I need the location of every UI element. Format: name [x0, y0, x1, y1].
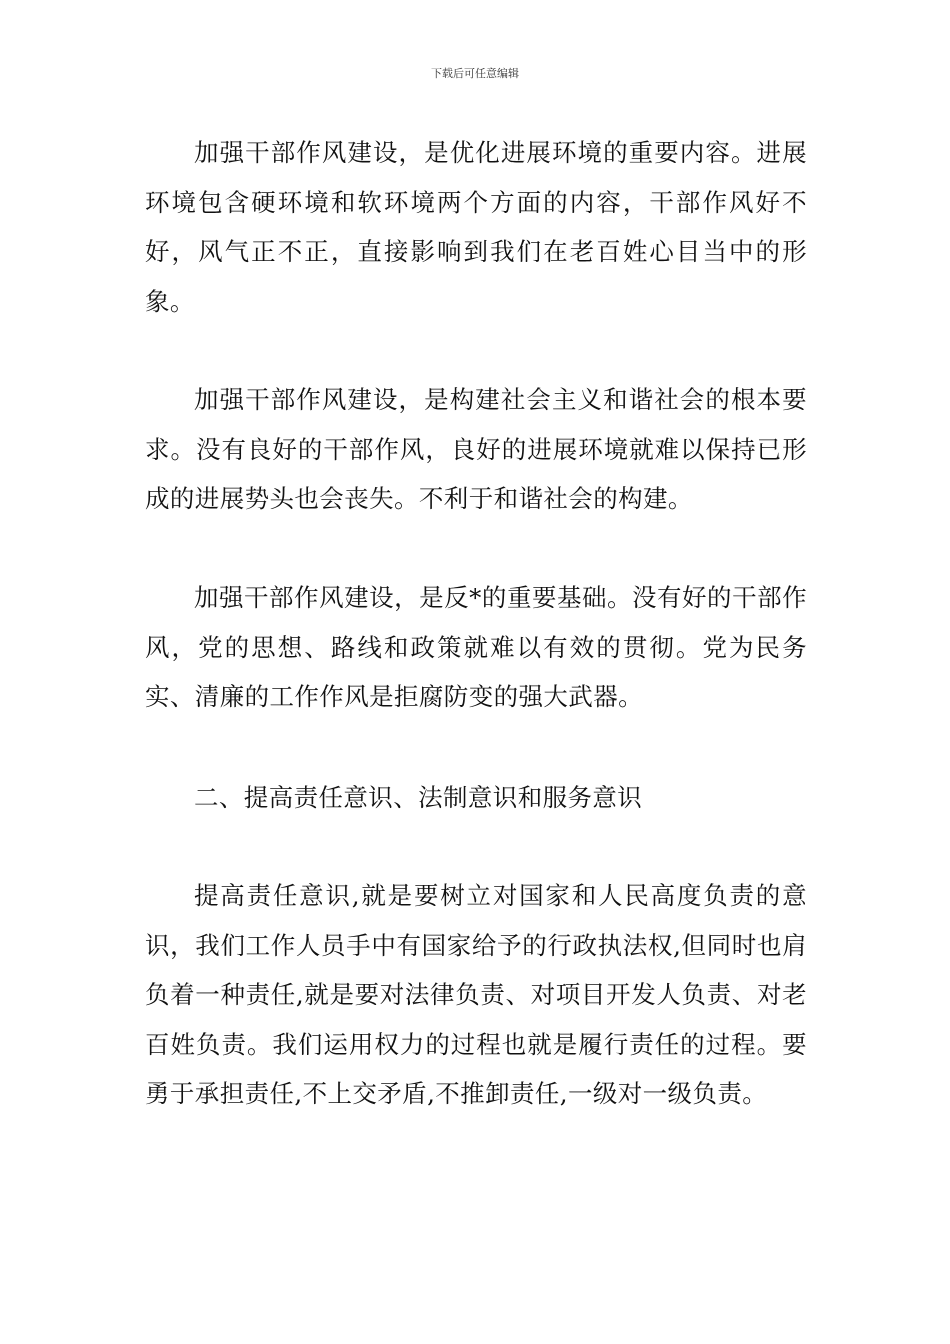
paragraph-cadre-style-environment: 加强干部作风建设，是优化进展环境的重要内容。进展环境包含硬环境和软环境两个方面的内容，干部作风好不好，风气正不正，直接影响到我们在老百姓心目当中的形象。: [145, 138, 807, 316]
paragraph-responsibility-awareness: 提高责任意识,就是要树立对国家和人民高度负责的意识，我们工作人员手中有国家给予的行政执法权,但同时也肩负着一种责任,就是要对法律负责、对项目开发人负责、对老百姓负责。我们运用权力的过程也就是履行责任的过程。要勇于承担责任,不上交矛盾,不推卸责任,一级对一级负责。: [145, 881, 807, 1108]
page-header-note: 下载后可任意编辑: [431, 67, 519, 80]
section-heading: 二、提高责任意识、法制意识和服务意识: [194, 783, 643, 812]
paragraph-harmonious-society: 加强干部作风建设，是构建社会主义和谐社会的根本要求。没有良好的干部作风，良好的进展环境就难以保持已形成的进展势头也会丧失。不利于和谐社会的构建。: [145, 385, 807, 513]
paragraph-anti-corruption-foundation: 加强干部作风建设，是反*的重要基础。没有好的干部作风，党的思想、路线和政策就难以有效的贯彻。党为民务实、清廉的工作作风是拒腐防变的强大武器。: [145, 583, 807, 711]
